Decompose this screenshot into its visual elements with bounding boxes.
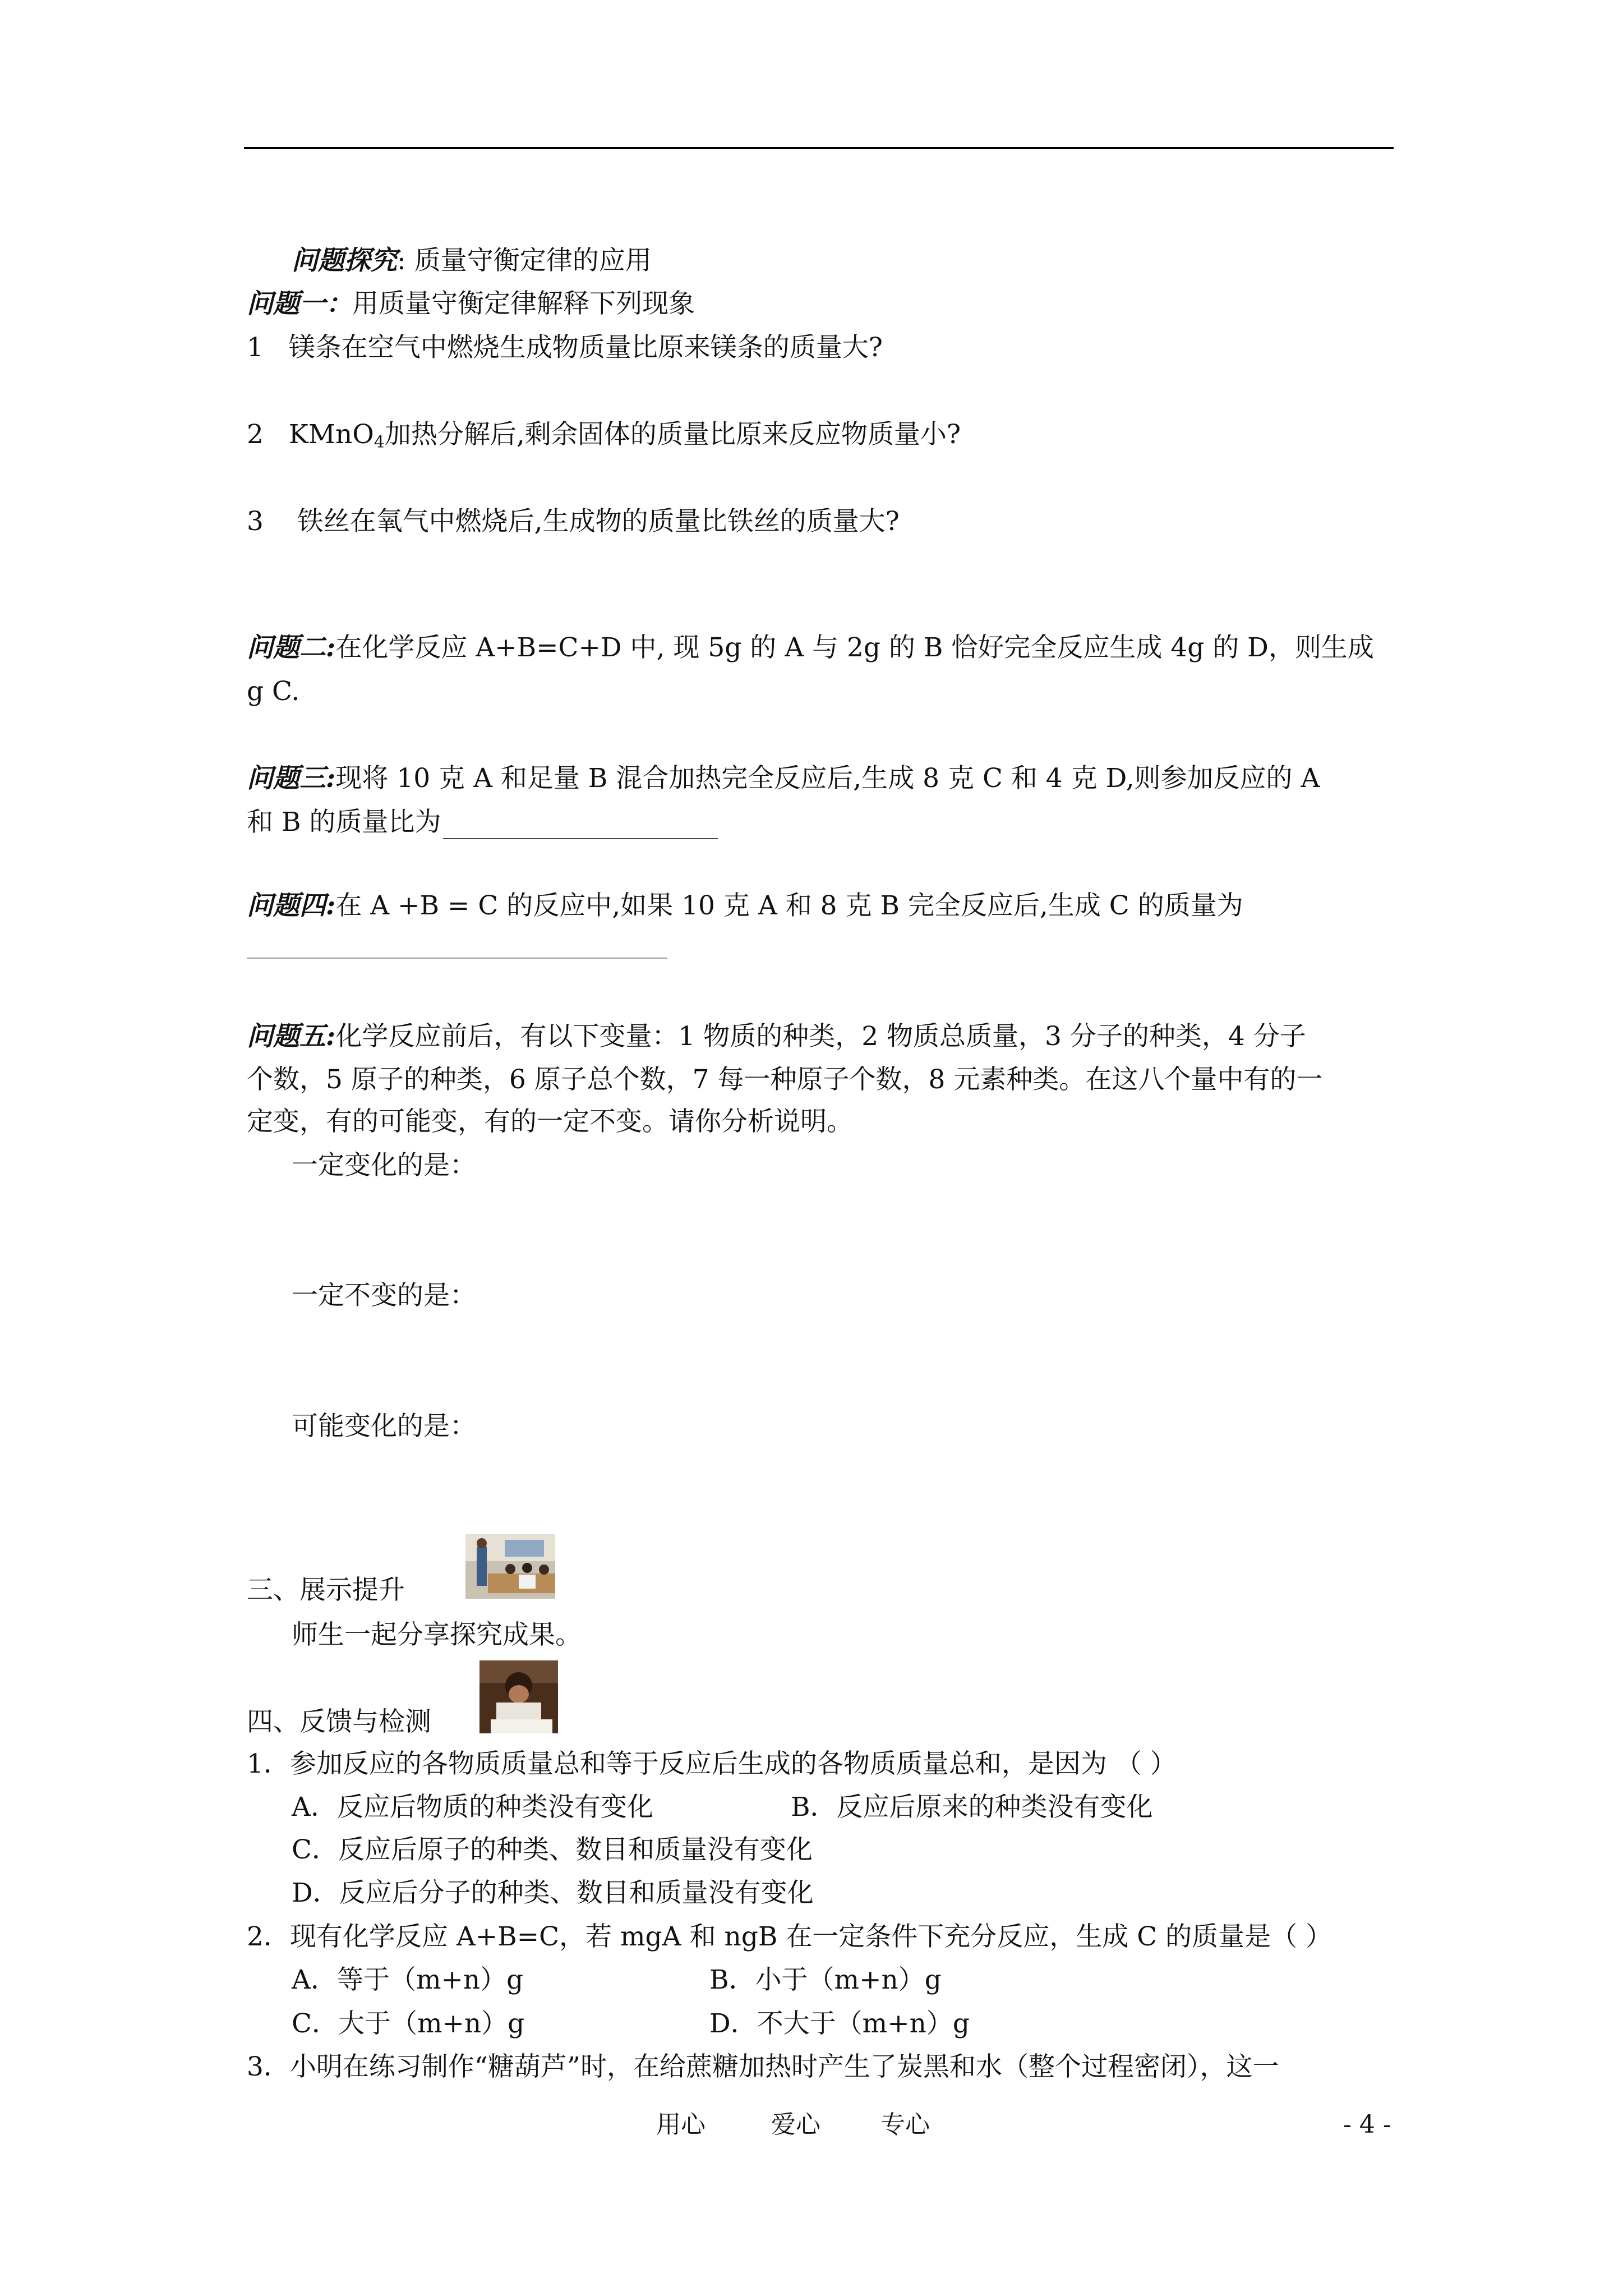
page-number: - 4 - <box>1343 2110 1391 2139</box>
question-three: 问题三:现将 10 克 A 和足量 B 混合加热完全反应后,生成 8 克 C 和 4 克 D,则参加反应的 A <box>247 763 1320 794</box>
section-three-text: 师生一起分享探究成果。 <box>292 1619 582 1650</box>
exercise-1-option-a: A．反应后物质的种类没有变化 <box>292 1792 653 1823</box>
question-one-item-2: 2 KMnO$_4$加热分解后,剩余固体的质量比原来反应物质量小? <box>247 419 961 452</box>
question-two: 问题二:在化学反应 A+B=C+D 中, 现 5g 的 A 与 2g 的 B 恰好完全反应生成 4g 的 D，则生成 <box>247 632 1374 663</box>
exercise-2-option-d: D．不大于（m+n）g <box>709 2008 970 2039</box>
question-three-line-2: 和 B 的质量比为 <box>247 806 718 839</box>
exercise-2-option-c: C．大于（m+n）g <box>292 2008 525 2039</box>
exercise-3-stem: 3．小明在练习制作“糖葫芦”时，在给蔗糖加热时产生了炭黑和水（整个过程密闭），这一 <box>247 2051 1279 2082</box>
classroom-photo-image <box>465 1534 555 1599</box>
question-five: 问题五:化学反应前后，有以下变量：1 物质的种类，2 物质总质量，3 分子的种类，4 分子 <box>247 1021 1306 1052</box>
answer-blank-2 <box>247 956 667 959</box>
question-one-item-3: 3 铁丝在氧气中燃烧后,生成物的质量比铁丝的质量大? <box>247 506 900 537</box>
header-rule <box>244 147 1394 149</box>
exercise-1-option-c: C．反应后原子的种类、数目和质量没有变化 <box>292 1834 813 1865</box>
must-change-label: 一定变化的是： <box>292 1150 476 1181</box>
section-four-title: 四、反馈与检测 <box>247 1706 431 1737</box>
footer-word-1: 用心 <box>656 2110 706 2139</box>
section-three-title: 三、展示提升 <box>247 1575 405 1605</box>
exploration-heading: 问题探究: 质量守衡定律的应用 <box>292 245 652 276</box>
question-one-item-1: 1 镁条在空气中燃烧生成物质量比原来镁条的质量大? <box>247 332 883 363</box>
question-one: 问题一：用质量守衡定律解释下列现象 <box>247 288 695 319</box>
classroom-photo <box>465 1534 555 1599</box>
question-four: 问题四:在 A +B = C 的反应中,如果 10 克 A 和 8 克 B 完全反应后,生成 C 的质量为 <box>247 890 1243 921</box>
question-two-line-2: g C. <box>247 676 300 707</box>
exercise-2-stem: 2．现有化学反应 A+B=C，若 mgA 和 ngB 在一定条件下充分反应，生成 C 的质量是（ ） <box>247 1921 1332 1952</box>
exercise-1-option-d: D．反应后分子的种类、数目和质量没有变化 <box>292 1878 814 1908</box>
may-change-label: 可能变化的是： <box>292 1411 476 1442</box>
footer-word-2: 爱心 <box>771 2110 820 2139</box>
question-five-line-2: 个数，5 原子的种类，6 原子总个数，7 每一种原子个数，8 元素种类。在这八个量中有的一 <box>247 1064 1323 1095</box>
footer-word-3: 专心 <box>880 2110 930 2139</box>
student-photo-image <box>479 1660 558 1733</box>
exercise-2-option-b: B．小于（m+n）g <box>709 1964 942 1995</box>
exercise-1-stem: 1．参加反应的各物质质量总和等于反应后生成的各物质质量总和，是因为 （ ） <box>247 1749 1177 1779</box>
never-change-label: 一定不变的是： <box>292 1280 476 1311</box>
exercise-2-option-a: A．等于（m+n）g <box>292 1964 524 1995</box>
question-five-line-3: 定变，有的可能变，有的一定不变。请你分析说明。 <box>247 1106 853 1137</box>
student-photo <box>479 1660 558 1733</box>
answer-blank <box>443 813 718 839</box>
exercise-1-option-b: B．反应后原来的种类没有变化 <box>791 1792 1153 1823</box>
